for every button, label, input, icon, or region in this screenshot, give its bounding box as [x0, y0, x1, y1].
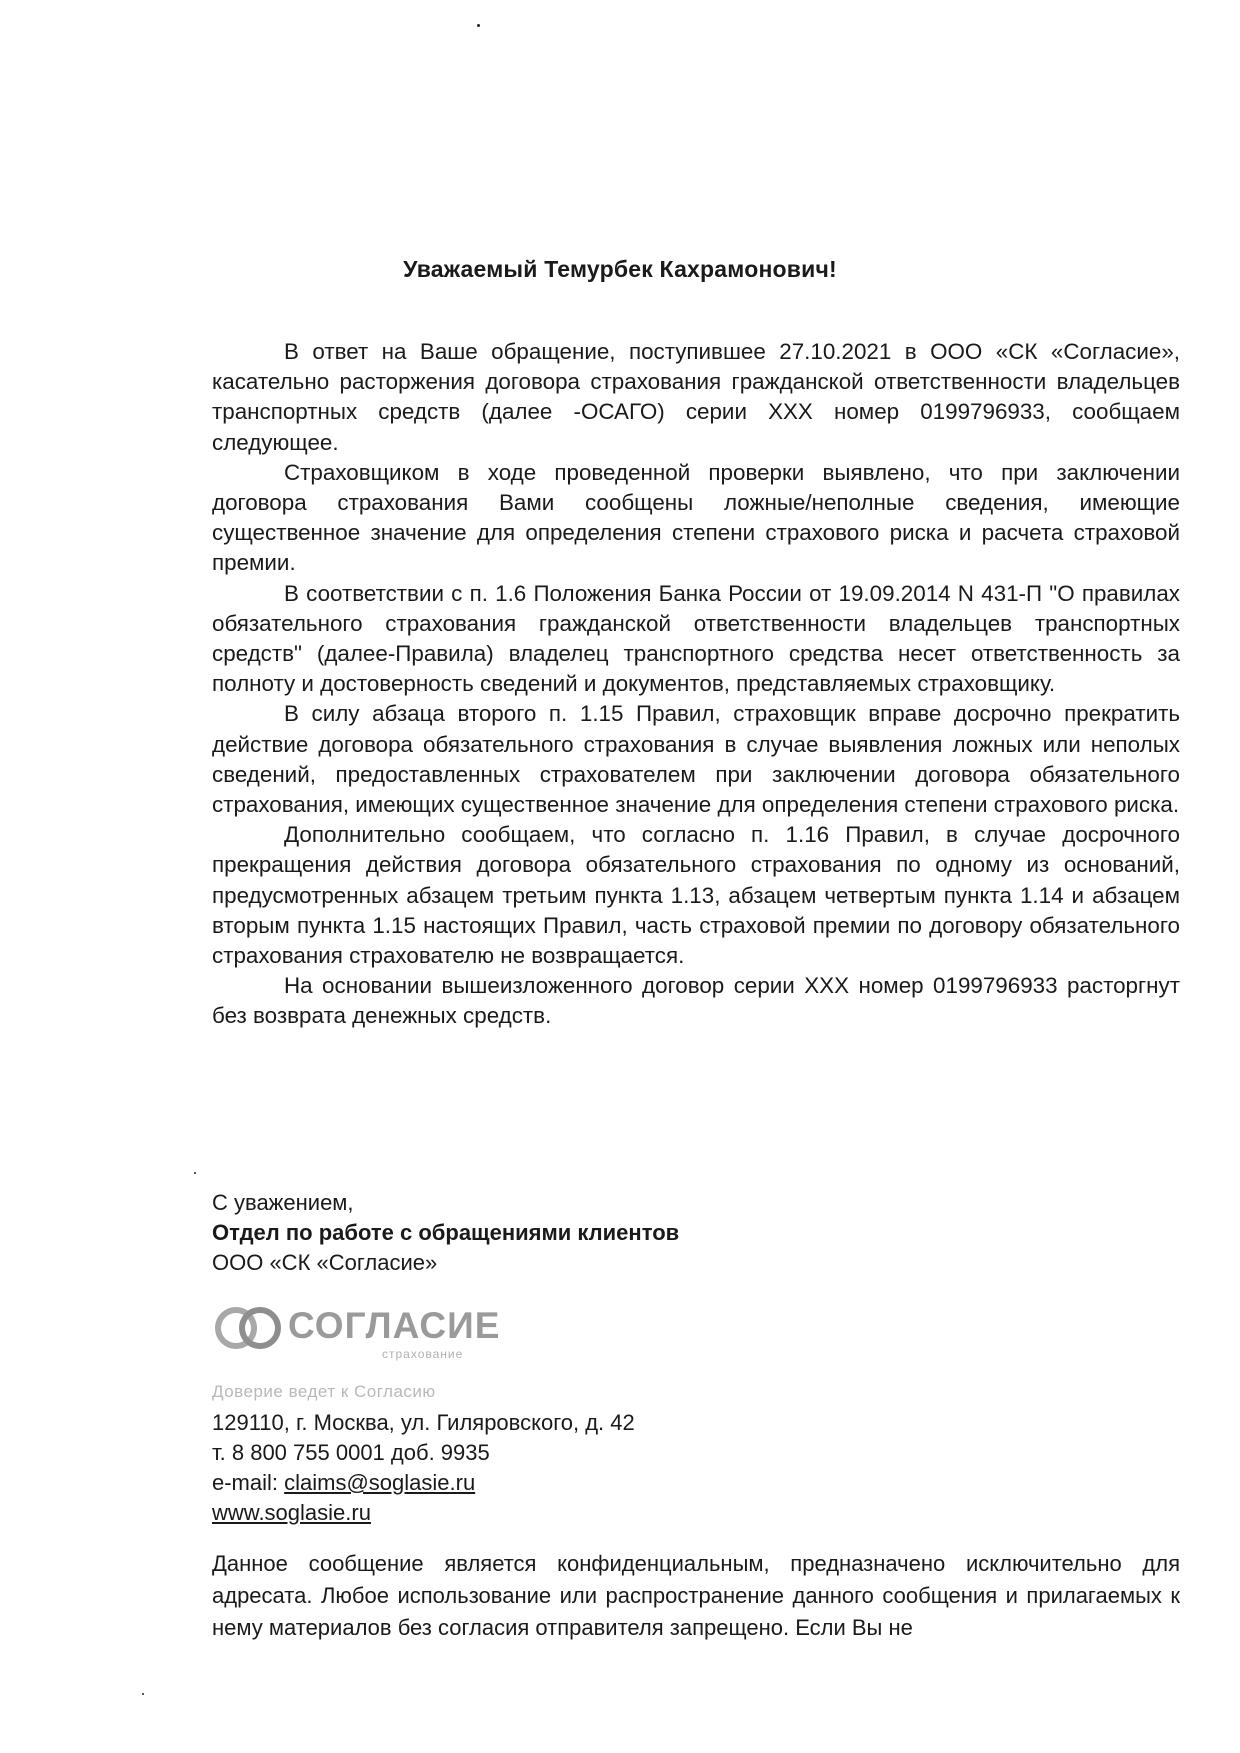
email-link[interactable]: claims@soglasie.ru	[284, 1470, 476, 1495]
scan-speck	[194, 1172, 196, 1174]
email-label: e-mail:	[212, 1470, 285, 1495]
logo-subtitle: страхование	[382, 1347, 464, 1361]
closing-company: ООО «СК «Согласие»	[212, 1250, 438, 1275]
paragraph-findings: Страховщиком в ходе проведенной проверки выявлено, что при заключении договора страхования Вами сообщены ложные/неполные сведения, имеющие существенное значение для определения степени страхового риска и расчета страховой премии.	[212, 459, 1180, 576]
logo-rings-icon	[210, 1305, 286, 1351]
paragraph-premium-refund: Дополнительно сообщаем, что согласно п. 1.16 Правил, в случае досрочного прекращения действия договора обязательного страхования по одному из оснований, предусмотренных абзацем третьим пункта 1.13, абзацем четвертым пункта 1.14 и абзацем вторым пункта 1.15 настоящих Правил, часть страховой премии по договору обязательного страхования страхователю не возвращается.	[212, 822, 1180, 969]
confidentiality-disclaimer: Данное сообщение является конфиденциальным, предназначено исключительно для адресата. Любое использование или распространение данного сообщения и прилагаемых к нему материалов без согласия отправителя запрещено. Если Вы не	[212, 1551, 1180, 1640]
paragraph-conclusion: На основании вышеизложенного договор серии ХХХ номер 0199796933 расторгнут без возврата денежных средств.	[212, 973, 1180, 1029]
contacts-block	[212, 1408, 635, 1528]
company-slogan: Доверие ведет к Согласию	[212, 1382, 436, 1401]
paragraph-termination-right: В силу абзаца второго п. 1.15 Правил, страховщик вправе досрочно прекратить действие договора обязательного страхования в случае выявления ложных или неполых сведений, предоставленных страхователем при заключении договора обязательного страхования, имеющих существенное значение для определения степени страхового риска.	[212, 701, 1180, 818]
company-logo	[210, 1303, 510, 1367]
closing-regards: С уважением,	[212, 1190, 354, 1215]
paragraph-request: В ответ на Ваше обращение, поступившее 27.10.2021 в ООО «СК «Согласие», касательно расторжения договора страхования гражданской ответственности владельцев транспортных средств (далее -ОСАГО) серии ХХХ номер 0199796933, сообщаем следующее.	[212, 339, 1180, 455]
scan-speck	[142, 1693, 144, 1695]
logo-name: СОГЛАСИЕ	[288, 1305, 501, 1346]
contact-phone: т. 8 800 755 0001 доб. 9935	[212, 1440, 490, 1465]
letter-body	[212, 337, 1180, 1032]
paragraph-regulation: В соответствии с п. 1.6 Положения Банка России от 19.09.2014 N 431-П "О правилах обязательного страхования гражданской ответственности владельцев транспортных средств" (далее-Правила) владелец транспортного средства несет ответственность за полноту и достоверность сведений и документов, представляемых страховщику.	[212, 580, 1180, 697]
closing-department: Отдел по работе с обращениями клиентов	[212, 1220, 680, 1245]
closing-block	[212, 1188, 679, 1278]
greeting-heading: Уважаемый Темурбек Кахрамонович!	[403, 256, 837, 282]
website-link[interactable]: www.soglasie.ru	[212, 1500, 371, 1525]
scan-speck	[477, 24, 480, 27]
contact-email-line	[212, 1468, 635, 1498]
contact-address: 129110, г. Москва, ул. Гиляровского, д. 42	[212, 1410, 635, 1435]
